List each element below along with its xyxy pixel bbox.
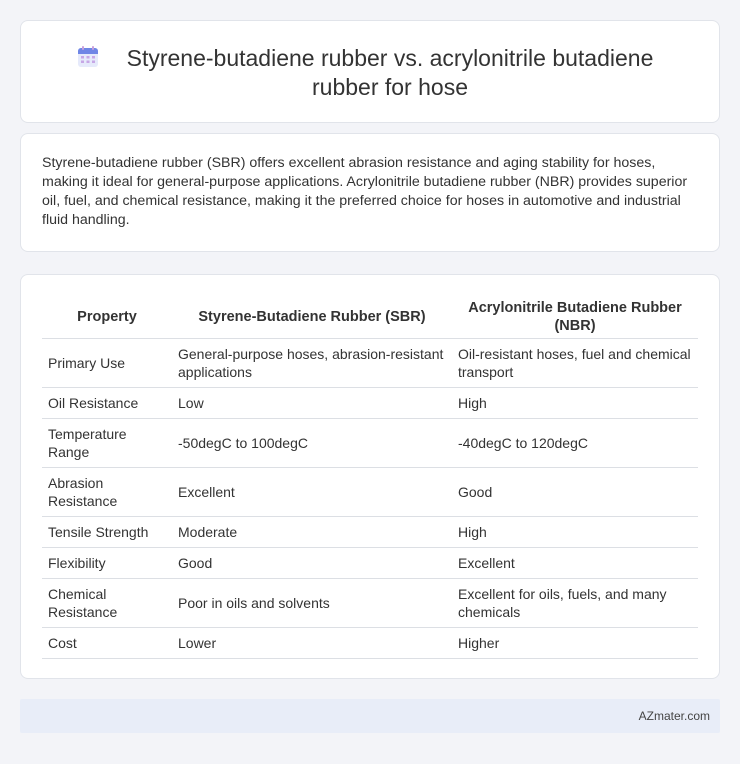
table-row	[42, 627, 698, 658]
table-row	[42, 418, 698, 467]
column-header-sbr: Styrene-Butadiene Rubber (SBR)	[172, 294, 452, 338]
sbr-cell: Moderate	[172, 516, 452, 547]
nbr-cell: High	[452, 387, 698, 418]
nbr-cell: Higher	[452, 627, 698, 658]
sbr-cell: Lower	[172, 627, 452, 658]
title-card	[20, 20, 720, 123]
nbr-cell: High	[452, 516, 698, 547]
property-cell: Primary Use	[42, 338, 172, 387]
table-row	[42, 516, 698, 547]
sbr-cell: General-purpose hoses, abrasion-resistant applications	[172, 338, 452, 387]
sbr-cell: -50degC to 100degC	[172, 418, 452, 467]
page-title: Styrene-butadiene rubber vs. acrylonitrile butadiene rubber for hose	[126, 45, 654, 100]
property-cell: Flexibility	[42, 547, 172, 578]
comparison-table-card	[20, 274, 720, 679]
table-header-row	[42, 294, 698, 338]
summary-card	[20, 133, 720, 252]
property-cell: Cost	[42, 627, 172, 658]
nbr-cell: Good	[452, 467, 698, 516]
footer-brand[interactable]: AZmater.com	[638, 709, 710, 723]
property-cell: Abrasion Resistance	[42, 467, 172, 516]
table-row	[42, 338, 698, 387]
nbr-cell: Oil-resistant hoses, fuel and chemical transport	[452, 338, 698, 387]
table-row	[42, 467, 698, 516]
sbr-cell: Poor in oils and solvents	[172, 578, 452, 627]
nbr-cell: Excellent	[452, 547, 698, 578]
table-row	[42, 387, 698, 418]
column-header-nbr: Acrylonitrile Butadiene Rubber (NBR)	[452, 294, 698, 338]
property-cell: Chemical Resistance	[42, 578, 172, 627]
nbr-cell: -40degC to 120degC	[452, 418, 698, 467]
sbr-cell: Excellent	[172, 467, 452, 516]
property-cell: Tensile Strength	[42, 516, 172, 547]
table-row	[42, 578, 698, 627]
table-row	[42, 547, 698, 578]
footer-bar	[20, 699, 720, 733]
sbr-cell: Low	[172, 387, 452, 418]
property-cell: Oil Resistance	[42, 387, 172, 418]
nbr-cell: Excellent for oils, fuels, and many chemicals	[452, 578, 698, 627]
property-cell: Temperature Range	[42, 418, 172, 467]
sbr-cell: Good	[172, 547, 452, 578]
comparison-table	[42, 294, 698, 659]
summary-text: Styrene-butadiene rubber (SBR) offers excellent abrasion resistance and aging stability for hoses, making it ideal for general-purpose applications. Acrylonitrile butadiene rubber (NBR) provides superior oil, fuel, and chemical resistance, making it the preferred choice for hoses in automotive and industrial fluid handling.	[42, 155, 688, 228]
column-header-property: Property	[42, 294, 172, 338]
